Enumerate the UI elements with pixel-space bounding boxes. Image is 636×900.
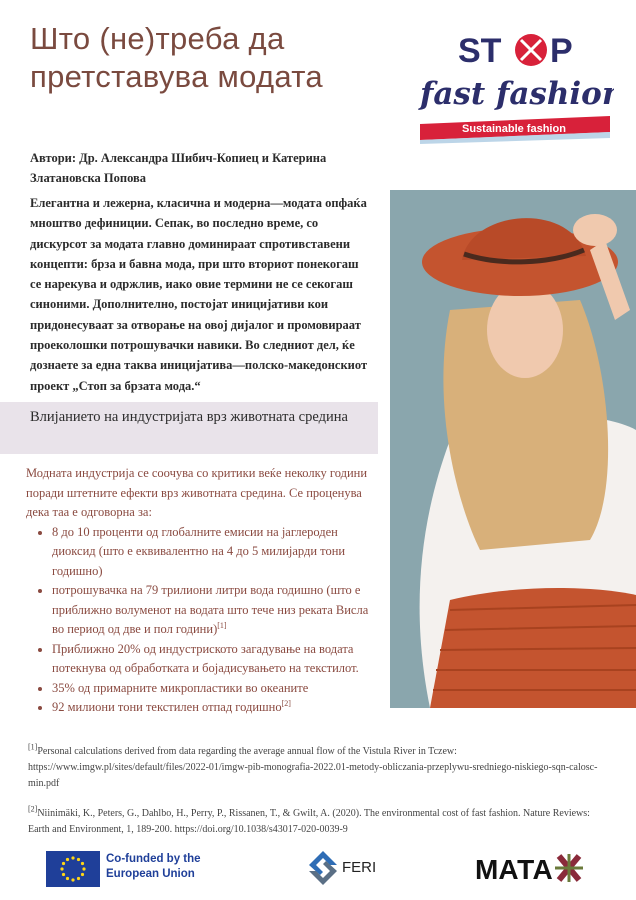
- photo-illustration: [390, 190, 636, 708]
- list-item: [52, 679, 376, 699]
- list-item-text: потрошувачка на 79 трилиони литри вода годишно (што е приближно волуменот на водата што тече низ реката Висла во период од две и пол години): [52, 583, 369, 636]
- list-item-text: 35% од примарните микропластики во океаните: [52, 680, 309, 695]
- footnote-ref[interactable]: [2]: [281, 698, 291, 708]
- footnote-1: [28, 744, 608, 792]
- eu-stars-icon: [46, 851, 100, 887]
- impact-intro: Модната индустрија се соочува со критики веќе неколку години поради штетните ефекти врз животната средина. Се проценува дека таа е одговорна за:: [26, 466, 368, 519]
- footnote-mark: [2]: [28, 804, 38, 814]
- section-heading: Влијанието на индустријата врз животната средина: [30, 409, 348, 425]
- mata-graphic: [475, 852, 583, 884]
- list-item: [52, 581, 376, 640]
- face: [487, 282, 563, 378]
- logo-graphic: [418, 20, 614, 155]
- logo-ribbon-text: Sustainable fashion: [462, 123, 566, 135]
- logo-top-text-end: P: [550, 32, 573, 70]
- list-item-text: Приближно 20% од индустриското загадување на водата потекнува од обработката и бојадисувањето на текстилот.: [52, 641, 359, 675]
- feri-icon: [306, 848, 340, 888]
- list-item: [52, 698, 376, 718]
- list-item-text: 92 милиони тони текстилен отпад годишно: [52, 700, 282, 714]
- footnote-text[interactable]: Niinimäki, K., Peters, G., Dahlbo, H., Perry, P., Rissanen, T., & Gwilt, A. (2020). The environmental cost of fast fashion. Nature Reviews: Earth and Environment, 1, 189-200. https://doi.org/10.1038/s43017-020-0039-9: [28, 808, 590, 835]
- mata-text: МАТА: [475, 854, 553, 884]
- feri-logo: [306, 848, 386, 888]
- list-item: [52, 640, 376, 679]
- eu-cofunded-text: Co-funded by the European Union: [106, 853, 201, 880]
- footnote-text[interactable]: Personal calculations derived from data regarding the average annual flow of the Vistula River in Tczew: https://www.imgw.pl/sites/default/files/2022-01/imgw-pib-monografia-2022.01-metody-obliczania-przeplywu-sredniego-niskiego-sqn-calosc-min.pdf: [28, 746, 598, 789]
- logo-script-text: fast fashion: [420, 76, 614, 112]
- stop-fast-fashion-logo: [418, 20, 614, 155]
- logo-top-text: ST: [458, 32, 502, 70]
- mata-logo: [475, 852, 583, 884]
- eu-flag-icon: [46, 851, 100, 887]
- footer-logos: [0, 846, 636, 890]
- footnote-mark: [1]: [28, 742, 38, 752]
- list-item-text: 8 до 10 проценти од глобалните емисии на јаглероден диоксид (што е еквивалентно на 4 до 5 милијарди тони годишно): [52, 524, 346, 578]
- impact-list: [26, 523, 376, 718]
- footnote-ref[interactable]: [1]: [217, 620, 227, 630]
- authors-line: Автори: Др. Александра Шибич-Копиец и Катерина Златановска Попова: [30, 151, 327, 185]
- raised-hand: [573, 214, 617, 246]
- page-title: Што (не)треба да претставува модата: [30, 21, 323, 94]
- feri-text: FERI: [342, 859, 377, 876]
- woman-in-hat-photo: [390, 190, 636, 708]
- footnote-2: [28, 806, 608, 838]
- impact-section: [26, 464, 376, 718]
- list-item: [52, 523, 376, 582]
- intro-paragraph: Елегантна и лежерна, класична и модерна—модата опфаќа мноштво дефиниции. Сепак, во последно време, со дискурсот за модата главно доминираат спротивставени концепти: брза и бавна мода, при што вториот понекогаш се нарекува и одржлив, иако овие термини не се секогаш синоними. Дополнително, постојат иницијативи кои придонесуваат за отворање на овој дијалог и промовираат проеколошки потрошувачки навики. Во следниот дел, ќе дознаете за една таква иницијатива—полско-македонскиот проект „Стоп за брзата мода.“: [30, 196, 368, 393]
